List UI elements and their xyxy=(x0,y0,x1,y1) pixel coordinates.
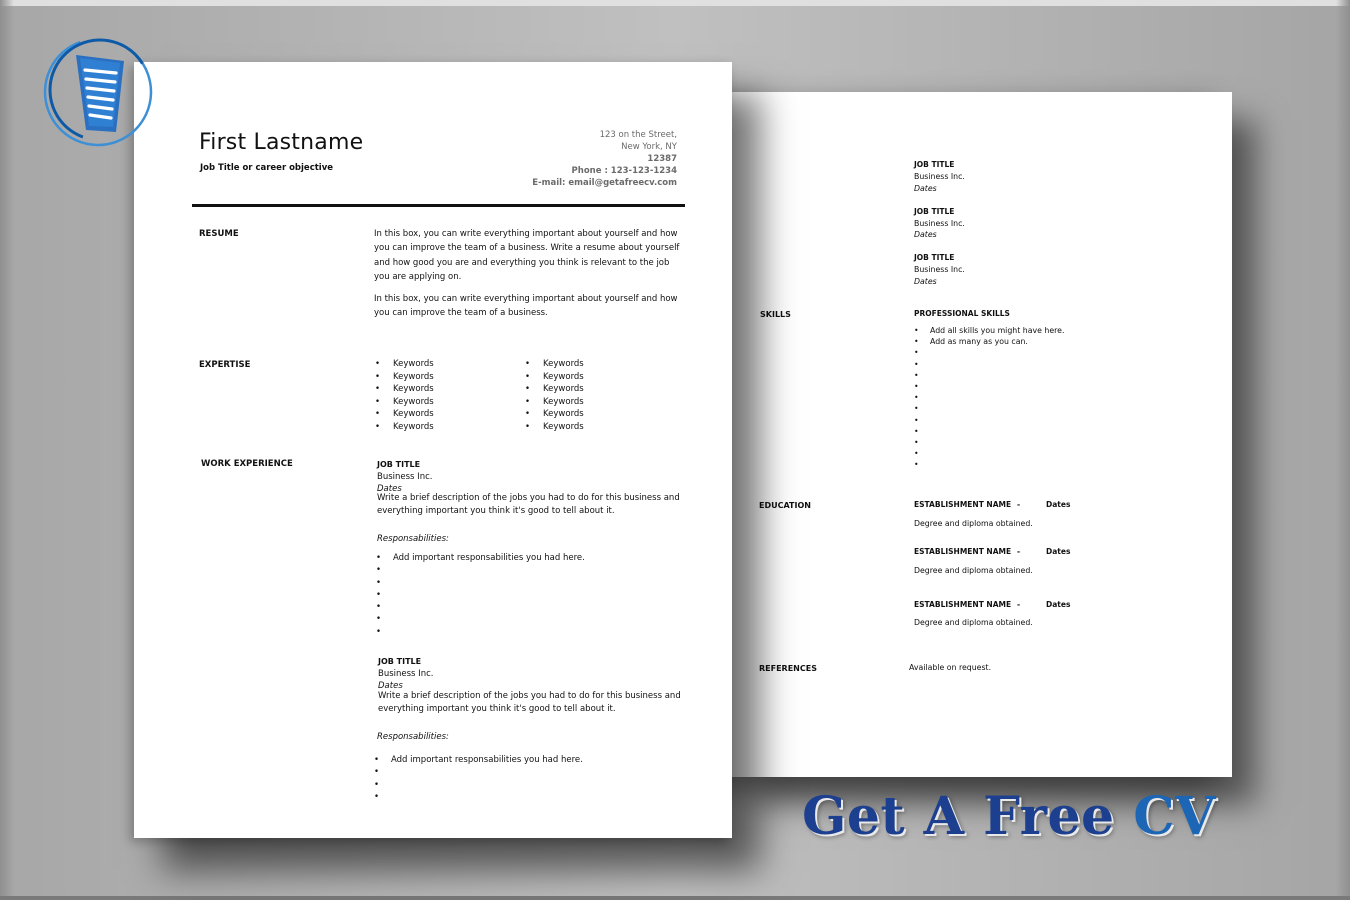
list-item: • Keywords xyxy=(524,421,584,434)
list-item xyxy=(914,359,1064,370)
left-shade xyxy=(0,0,14,900)
job-title: JOB TITLE xyxy=(377,460,421,469)
separator: - xyxy=(1017,547,1021,556)
company: Business Inc. xyxy=(914,265,965,274)
work-experience-heading: WORK EXPERIENCE xyxy=(201,459,293,469)
establishment-name: ESTABLISHMENT NAME xyxy=(914,547,1012,556)
separator: - xyxy=(1017,500,1021,509)
dates: Dates xyxy=(378,681,403,691)
company: Business Inc. xyxy=(377,472,433,482)
resume-paragraph: In this box, you can write everything important about yourself and how you can improve the team of a business. xyxy=(374,294,678,319)
list-item xyxy=(376,577,585,589)
top-band xyxy=(0,0,1350,6)
phone: Phone : 123-123-1234 xyxy=(571,166,677,176)
company: Business Inc. xyxy=(914,172,965,181)
document-icon xyxy=(40,30,160,150)
references-heading: REFERENCES xyxy=(759,664,817,673)
job-description: Write a brief description of the jobs you had to do for this business and everything important you think it's good to tell about it. xyxy=(378,691,681,714)
list-item: • Keywords xyxy=(374,383,434,396)
header-divider xyxy=(192,204,685,207)
resume-paragraph: In this box, you can write everything important about yourself and how you can improve the team of a business. Write a resume about yourself and how good you are and everything you think is relevant to the job you are applying on. xyxy=(374,229,680,282)
list-item: • Keywords xyxy=(524,383,584,396)
list-item xyxy=(374,779,583,791)
list-item: • Keywords xyxy=(524,371,584,384)
list-item xyxy=(914,415,1064,426)
brand-text: Get A Free xyxy=(802,786,1115,847)
degree: Degree and diploma obtained. xyxy=(914,566,1033,575)
address-line: 123 on the Street, xyxy=(599,130,677,140)
list-item xyxy=(914,403,1064,414)
list-item: • Keywords xyxy=(524,396,584,409)
address-line: 12387 xyxy=(647,154,677,164)
list-item xyxy=(374,791,583,803)
job-title: JOB TITLE xyxy=(914,160,955,169)
job-description: Write a brief description of the jobs you had to do for this business and everything important you think it's good to tell about it. xyxy=(377,493,680,516)
separator: - xyxy=(1017,600,1021,609)
list-item xyxy=(914,448,1064,459)
candidate-name: First Lastname xyxy=(199,130,364,155)
brand-text-cv: CV xyxy=(1133,786,1216,847)
list-item xyxy=(376,601,585,613)
dates: Dates xyxy=(914,230,937,239)
career-objective: Job Title or career objective xyxy=(200,163,334,173)
references-text: Available on request. xyxy=(909,663,992,672)
list-item xyxy=(376,626,585,638)
list-item: • Add as many as you can. xyxy=(914,336,1064,347)
list-item: • Keywords xyxy=(524,408,584,421)
responsibilities-label: Responsabilities: xyxy=(377,534,449,544)
professional-skills-heading: PROFESSIONAL SKILLS xyxy=(914,309,1010,318)
company: Business Inc. xyxy=(378,669,434,679)
skills-list xyxy=(914,325,1064,471)
dates: Dates xyxy=(1046,547,1071,556)
address-line: New York, NY xyxy=(621,142,677,152)
email: E-mail: email@getafreecv.com xyxy=(532,178,677,188)
dates: Dates xyxy=(914,277,937,286)
list-item xyxy=(914,347,1064,358)
keywords-list xyxy=(524,358,584,434)
responsibilities-label: Responsabilities: xyxy=(377,732,449,742)
list-item xyxy=(914,426,1064,437)
dates: Dates xyxy=(1046,500,1071,509)
establishment-name: ESTABLISHMENT NAME xyxy=(914,500,1012,509)
list-item: • Add important responsabilities you had here. xyxy=(376,552,585,564)
right-shade xyxy=(1336,0,1350,900)
list-item xyxy=(914,381,1064,392)
list-item: • Keywords xyxy=(374,408,434,421)
job-title: JOB TITLE xyxy=(914,253,955,262)
job-title: JOB TITLE xyxy=(914,207,955,216)
establishment-name: ESTABLISHMENT NAME xyxy=(914,600,1012,609)
responsibilities-list xyxy=(376,552,585,638)
expertise-heading: EXPERTISE xyxy=(199,360,251,370)
keywords-list xyxy=(374,358,434,434)
degree: Degree and diploma obtained. xyxy=(914,519,1033,528)
resume-page-1 xyxy=(134,62,732,838)
bottom-band xyxy=(0,896,1350,900)
resume-page-2 xyxy=(731,92,1232,777)
list-item: • Add all skills you might have here. xyxy=(914,325,1064,336)
list-item xyxy=(376,589,585,601)
list-item: • Keywords xyxy=(374,371,434,384)
dates: Dates xyxy=(1046,600,1071,609)
resume-heading: RESUME xyxy=(199,229,239,239)
list-item: • Keywords xyxy=(524,358,584,371)
brand-wordmark xyxy=(802,786,1216,847)
skills-heading: SKILLS xyxy=(760,310,791,319)
responsibilities-list xyxy=(374,754,583,803)
list-item xyxy=(914,370,1064,381)
contact-block xyxy=(477,129,677,189)
list-item xyxy=(914,437,1064,448)
list-item xyxy=(376,564,585,576)
list-item xyxy=(914,459,1064,470)
education-heading: EDUCATION xyxy=(759,501,811,510)
list-item xyxy=(914,392,1064,403)
list-item: • Keywords xyxy=(374,421,434,434)
list-item xyxy=(376,613,585,625)
list-item xyxy=(374,766,583,778)
dates: Dates xyxy=(377,484,402,494)
job-title: JOB TITLE xyxy=(378,657,422,666)
company: Business Inc. xyxy=(914,219,965,228)
list-item: • Add important responsabilities you had here. xyxy=(374,754,583,766)
degree: Degree and diploma obtained. xyxy=(914,618,1033,627)
list-item: • Keywords xyxy=(374,358,434,371)
dates: Dates xyxy=(914,184,937,193)
list-item: • Keywords xyxy=(374,396,434,409)
